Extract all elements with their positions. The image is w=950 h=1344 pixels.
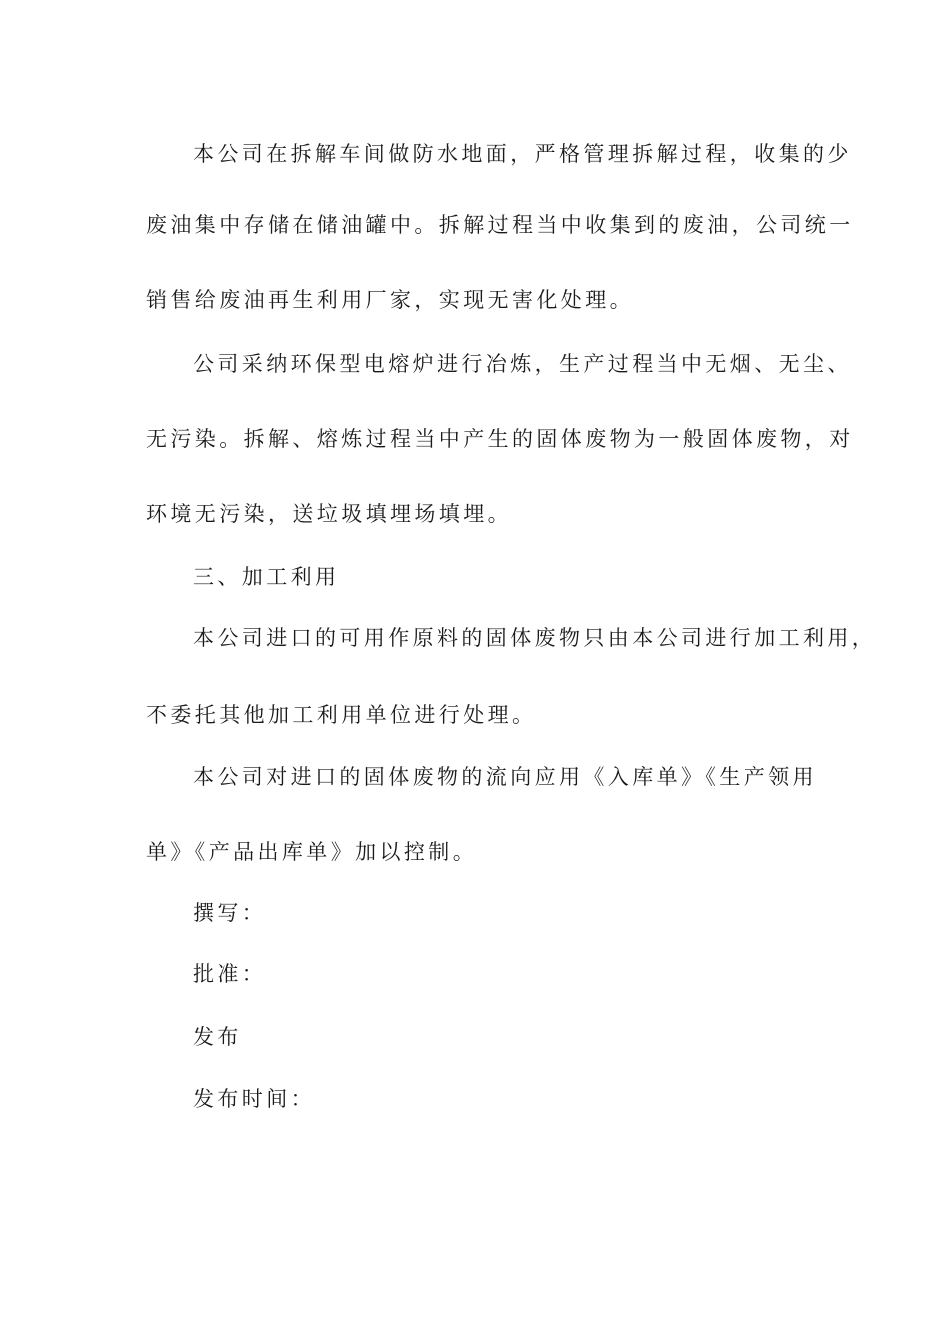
paragraph-3-line-1: 本公司进口的可用作原料的固体废物只由本公司进行加工利用， [193, 626, 877, 650]
paragraph-4-line-2: 单》《产品出库单》加以控制。 [146, 840, 478, 864]
signoff-published: 发布 [193, 1025, 242, 1049]
paragraph-2-line-1: 公司采纳环保型电熔炉进行冶炼，生产过程当中无烟、无尘、 [193, 352, 852, 376]
paragraph-3-line-2: 不委托其他加工利用单位进行处理。 [146, 703, 537, 727]
section-heading: 三、加工利用 [193, 565, 340, 589]
signoff-publish-time: 发布时间： [193, 1087, 315, 1111]
paragraph-2-line-3: 环境无污染，送垃圾填埋场填埋。 [146, 502, 512, 526]
paragraph-1-line-1: 本公司在拆解车间做防水地面，严格管理拆解过程，收集的少 [193, 142, 852, 166]
paragraph-1-line-2: 废油集中存储在储油罐中。拆解过程当中收集到的废油，公司统一 [146, 213, 854, 237]
signoff-approved-by: 批准： [193, 962, 267, 986]
paragraph-4-line-1: 本公司对进口的固体废物的流向应用《入库单》《生产领用 [193, 765, 817, 789]
paragraph-1-line-3: 销售给废油再生利用厂家，实现无害化处理。 [146, 288, 634, 312]
paragraph-2-line-2: 无污染。拆解、熔炼过程当中产生的固体废物为一般固体废物，对 [146, 427, 854, 451]
signoff-written-by: 撰写： [193, 901, 267, 925]
